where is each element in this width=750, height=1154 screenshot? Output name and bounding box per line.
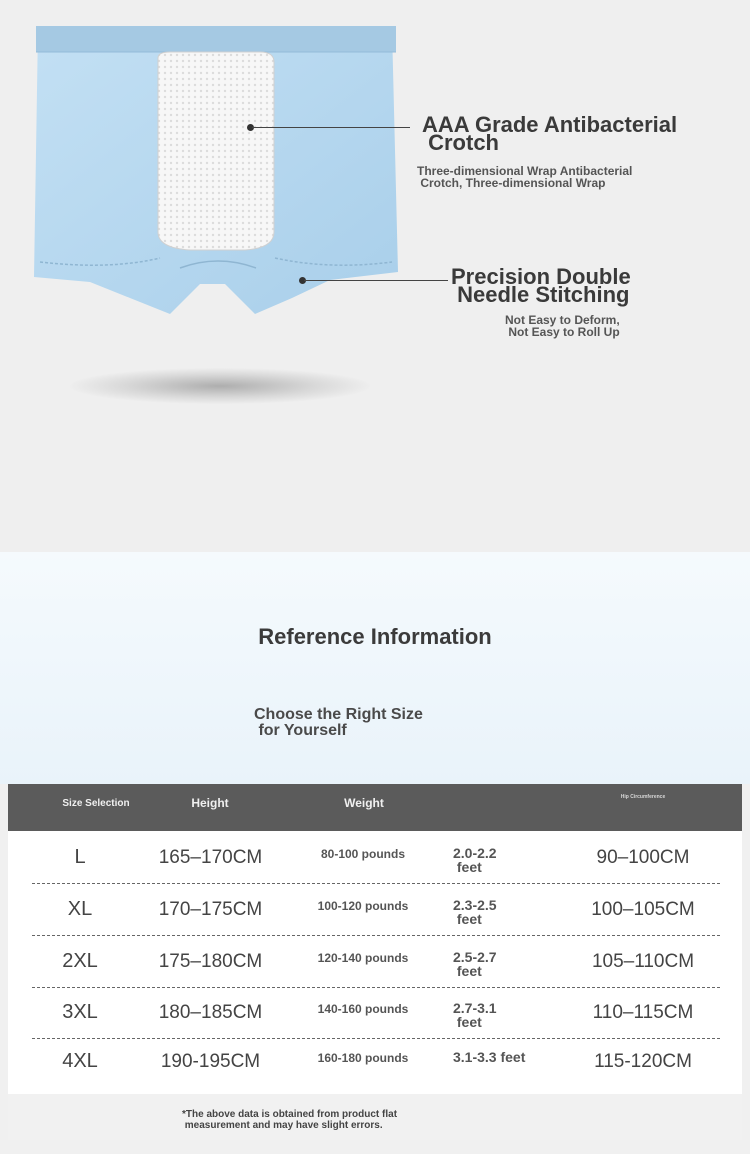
- product-shadow: [70, 368, 370, 404]
- header-size: Size Selection: [62, 798, 130, 809]
- cell-height: 175–180CM: [158, 951, 263, 972]
- cell-hip: 100–105CM: [591, 899, 695, 920]
- cell-weight: 160-180 pounds: [317, 1051, 409, 1065]
- callout-1-subtitle: Three-dimensional Wrap Antibacterial Crotch, Three-dimensional Wrap: [417, 164, 633, 190]
- header-weight: Weight: [344, 796, 384, 810]
- row-divider: [32, 935, 720, 936]
- size-table-header: [8, 784, 742, 831]
- cell-size: L: [74, 846, 86, 868]
- callout-2-title: Precision Double Needle Stitching: [451, 264, 631, 307]
- cell-weight: 140-160 pounds: [317, 1002, 409, 1016]
- cell-weight: 80-100 pounds: [320, 847, 406, 861]
- cell-height: 165–170CM: [158, 847, 263, 868]
- cell-size: 2XL: [62, 950, 98, 972]
- cell-feet: 2.3-2.5 feet: [453, 897, 497, 927]
- row-divider: [32, 987, 720, 988]
- callout-2-line: [304, 280, 448, 281]
- reference-section: [0, 552, 750, 784]
- row-divider: [32, 1038, 720, 1039]
- callout-1-line: [252, 127, 410, 128]
- cell-hip: 115-120CM: [594, 1051, 692, 1072]
- cell-weight: 100-120 pounds: [317, 899, 409, 913]
- cell-weight: 120-140 pounds: [317, 951, 409, 965]
- cell-size: XL: [67, 898, 93, 920]
- cell-hip: 90–100CM: [596, 847, 690, 868]
- cell-feet: 3.1-3.3 feet: [453, 1049, 526, 1065]
- cell-feet: 2.7-3.1 feet: [453, 1000, 497, 1030]
- cell-height: 180–185CM: [158, 1002, 263, 1023]
- cell-height: 190-195CM: [160, 1051, 261, 1072]
- boxer-brief-image: [30, 22, 405, 322]
- footnote-text: *The above data is obtained from product flat measurement and may have slight errors.: [182, 1109, 398, 1131]
- reference-title: Reference Information: [258, 624, 492, 649]
- reference-subtitle: Choose the Right Size for Yourself: [254, 706, 423, 739]
- header-hip: Hip Circumference: [620, 794, 666, 800]
- cell-size: 4XL: [62, 1050, 98, 1072]
- row-divider: [32, 883, 720, 884]
- callout-1-title: AAA Grade Antibacterial Crotch: [422, 112, 678, 155]
- cell-size: 3XL: [62, 1001, 98, 1023]
- size-table: [8, 784, 742, 1140]
- callout-2-subtitle: Not Easy to Deform, Not Easy to Roll Up: [505, 313, 620, 339]
- cell-feet: 2.5-2.7 feet: [453, 949, 497, 979]
- cell-hip: 105–110CM: [591, 951, 695, 972]
- cell-height: 170–175CM: [158, 899, 263, 920]
- cell-hip: 110–115CM: [592, 1002, 694, 1023]
- header-height: Height: [191, 796, 229, 810]
- cell-feet: 2.0-2.2 feet: [453, 845, 497, 875]
- table-row: [8, 1042, 742, 1094]
